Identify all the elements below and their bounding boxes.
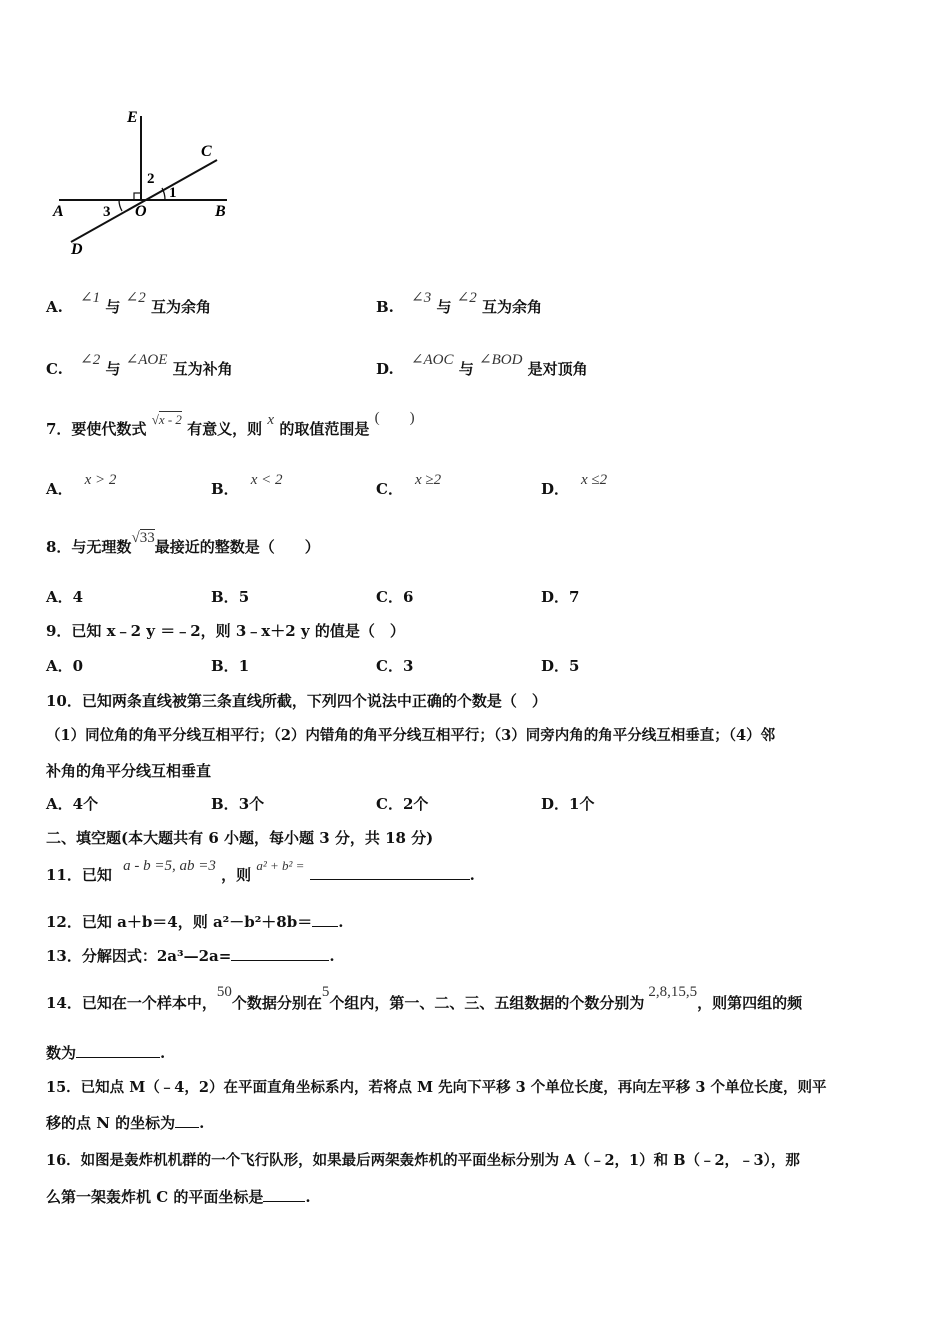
q8-option-d[interactable] <box>541 586 579 607</box>
option-label: A. <box>46 298 63 316</box>
q13-text: 13．分解因式：2a³—2a= <box>46 947 232 965</box>
q12-text: 12．已知 a＋b＝4，则 a²－b²＋8b＝ <box>46 913 313 931</box>
q16-stem-line2 <box>46 1186 311 1207</box>
period: . <box>199 1114 205 1132</box>
q14-suffix: ，则第四组的频 <box>697 994 803 1012</box>
math-angle: ∠1 <box>80 290 101 306</box>
q7-mid: 有意义，则 <box>187 420 263 438</box>
angle-label-3: 3 <box>103 204 111 220</box>
option-value: 3个 <box>238 795 265 813</box>
option-value: 0 <box>72 657 84 675</box>
q10-stem: 10．已知两条直线被第三条直线所截，下列四个说法中正确的个数是（ ） <box>46 692 547 710</box>
q15-line2: 移的点 N 的坐标为 <box>46 1114 176 1132</box>
math-angle: ∠2 <box>80 352 101 368</box>
answer-blank[interactable] <box>310 865 470 880</box>
q8-option-b[interactable] <box>211 586 249 607</box>
option-value: 1个 <box>569 795 595 813</box>
label-c: C <box>201 143 212 160</box>
connector: 与 <box>105 298 121 316</box>
option-label: B． <box>211 657 239 675</box>
q11-stem <box>46 858 475 885</box>
label-d: D <box>71 241 83 258</box>
option-label: B. <box>376 298 394 316</box>
period: . <box>469 866 475 884</box>
option-label: A． <box>46 480 73 498</box>
label-e: E <box>127 109 138 126</box>
q16-stem-line1: 16．如图是轰炸机机群的一个飞行队形，如果最后两架轰炸机的平面坐标分别为 A（﹣2，1）和 B（﹣2，﹣3），那 <box>46 1152 800 1169</box>
option-label: D． <box>541 657 570 675</box>
option-label: B． <box>211 588 239 606</box>
option-value: 3 <box>402 657 414 675</box>
sqrt-expression: √x - 2 <box>151 412 182 427</box>
q14-stem-line2 <box>46 1042 165 1063</box>
math-angle: ∠AOE <box>125 352 168 368</box>
q9-option-a[interactable] <box>46 655 83 676</box>
q15-stem-line1: 15．已知点 M（﹣4，2）在平面直角坐标系内，若将点 M 先向下平移 3 个单位长度，再向左平移 3 个单位长度，则平 <box>46 1079 827 1096</box>
q13-stem <box>46 945 335 966</box>
option-value: 7 <box>569 588 580 606</box>
q14-prefix: 14．已知在一个样本中， <box>46 994 217 1012</box>
option-label: D． <box>541 480 570 498</box>
option-label: D． <box>541 588 570 606</box>
q8-suffix: 最接近的整数是（ ） <box>154 538 320 556</box>
option-label: C． <box>376 657 403 675</box>
math-var: x <box>267 412 275 428</box>
q7-option-d[interactable] <box>541 472 608 499</box>
q11-expression: a² + b² = <box>256 858 305 873</box>
math-angle: ∠3 <box>411 290 432 306</box>
angle-label-2: 2 <box>147 171 155 187</box>
option-label: A． <box>46 795 73 813</box>
q7-option-a[interactable] <box>46 472 117 499</box>
label-b: B <box>215 203 226 220</box>
q6-option-d[interactable] <box>376 352 588 379</box>
sample-size: 50 <box>216 984 232 1000</box>
option-text: 互为余角 <box>482 298 543 316</box>
q11-mid: ，则 <box>221 866 252 884</box>
option-label: C． <box>376 480 403 498</box>
q10-option-b[interactable] <box>211 793 264 814</box>
q12-stem <box>46 911 343 932</box>
option-value: 2个 <box>402 795 429 813</box>
q9-option-d[interactable] <box>541 655 579 676</box>
q7-prefix: 7．要使代数式 <box>46 420 147 438</box>
q11-prefix: 11．已知 <box>46 866 112 884</box>
option-value: 5 <box>238 588 250 606</box>
q14-mid2: 个组内，第一、二、三、五组数据的个数分别为 <box>329 994 645 1012</box>
label-a: A <box>53 203 64 220</box>
option-label: D. <box>376 360 394 378</box>
q15-stem-line2 <box>46 1112 204 1133</box>
connector: 与 <box>105 360 121 378</box>
answer-blank[interactable] <box>263 1187 305 1202</box>
q6-option-a[interactable] <box>46 290 211 317</box>
q10-option-d[interactable] <box>541 793 594 814</box>
q8-option-c[interactable] <box>376 586 413 607</box>
option-value: 5 <box>569 657 580 675</box>
option-label: C． <box>376 588 403 606</box>
answer-blank[interactable] <box>76 1043 160 1058</box>
connector: 与 <box>458 360 474 378</box>
q7-option-b[interactable] <box>211 472 283 499</box>
right-angle-mark <box>134 193 141 200</box>
option-value: 1 <box>238 657 250 675</box>
q11-condition: a - b =5, ab =3 <box>123 858 216 874</box>
period: . <box>338 913 344 931</box>
math-angle: ∠BOD <box>479 352 523 368</box>
q10-option-a[interactable] <box>46 793 98 814</box>
q9-option-b[interactable] <box>211 655 249 676</box>
option-value: x ≥2 <box>414 472 442 488</box>
q10-statements-line2: 补角的角平分线互相垂直 <box>46 762 212 780</box>
option-text: 互为补角 <box>172 360 233 378</box>
option-text: 是对顶角 <box>527 360 588 378</box>
period: . <box>305 1188 311 1206</box>
q8-stem <box>46 530 320 557</box>
option-value: x ≤2 <box>581 472 608 488</box>
q14-line2: 数为 <box>46 1044 77 1062</box>
section-heading-fill-in: 二、填空题(本大题共有 6 小题，每小题 3 分，共 18 分) <box>46 829 434 847</box>
q8-option-a[interactable] <box>46 586 83 607</box>
q7-suffix: 的取值范围是 <box>279 420 370 438</box>
option-value: 6 <box>402 588 414 606</box>
option-value: x < 2 <box>250 472 283 488</box>
period: . <box>160 1044 166 1062</box>
answer-paren: ( ) <box>374 410 415 426</box>
q7-stem <box>46 410 415 439</box>
label-o: O <box>135 203 147 220</box>
q6-option-c[interactable] <box>46 352 233 379</box>
q8-prefix: 8．与无理数 <box>46 538 132 556</box>
radicand: x - 2 <box>158 412 182 427</box>
option-label: D． <box>541 795 570 813</box>
angle-3-arc <box>119 200 122 211</box>
math-angle: ∠AOC <box>410 352 454 368</box>
group-count: 5 <box>321 984 330 1000</box>
q14-mid1: 个数据分别在 <box>231 994 322 1012</box>
geometry-figure <box>45 100 245 260</box>
angle-label-1: 1 <box>169 185 177 201</box>
answer-blank[interactable] <box>312 912 338 927</box>
answer-blank[interactable] <box>175 1113 199 1128</box>
q10-option-c[interactable] <box>376 793 428 814</box>
radicand: 33 <box>139 530 155 546</box>
connector: 与 <box>436 298 452 316</box>
option-value: 4个 <box>72 795 99 813</box>
math-angle: ∠2 <box>456 290 477 306</box>
period: . <box>329 947 335 965</box>
option-value: x > 2 <box>84 472 117 488</box>
option-label: B． <box>211 480 239 498</box>
q9-option-c[interactable] <box>376 655 413 676</box>
option-label: B． <box>211 795 239 813</box>
option-label: A． <box>46 657 73 675</box>
option-label: C. <box>46 360 63 378</box>
q16-line2: 么第一架轰炸机 C 的平面坐标是 <box>46 1188 264 1206</box>
q6-option-b[interactable] <box>376 290 543 317</box>
option-value: 4 <box>72 588 84 606</box>
q9-stem: 9．已知 x﹣2 y ＝﹣2，则 3﹣x＋2 y 的值是（ ） <box>46 622 405 640</box>
answer-blank[interactable] <box>231 946 329 961</box>
group-sizes: 2,8,15,5 <box>648 984 698 1000</box>
math-angle: ∠2 <box>125 290 146 306</box>
q7-option-c[interactable] <box>376 472 442 499</box>
option-label: A． <box>46 588 73 606</box>
sqrt-expression: √33 <box>131 530 155 546</box>
q10-statements-line1: （1）同位角的角平分线互相平行；（2）内错角的角平分线互相平行；（3）同旁内角的角平分线互相垂直；（4）邻 <box>46 727 776 744</box>
option-text: 互为余角 <box>150 298 211 316</box>
option-label: C． <box>376 795 403 813</box>
q14-stem-line1 <box>46 984 803 1013</box>
